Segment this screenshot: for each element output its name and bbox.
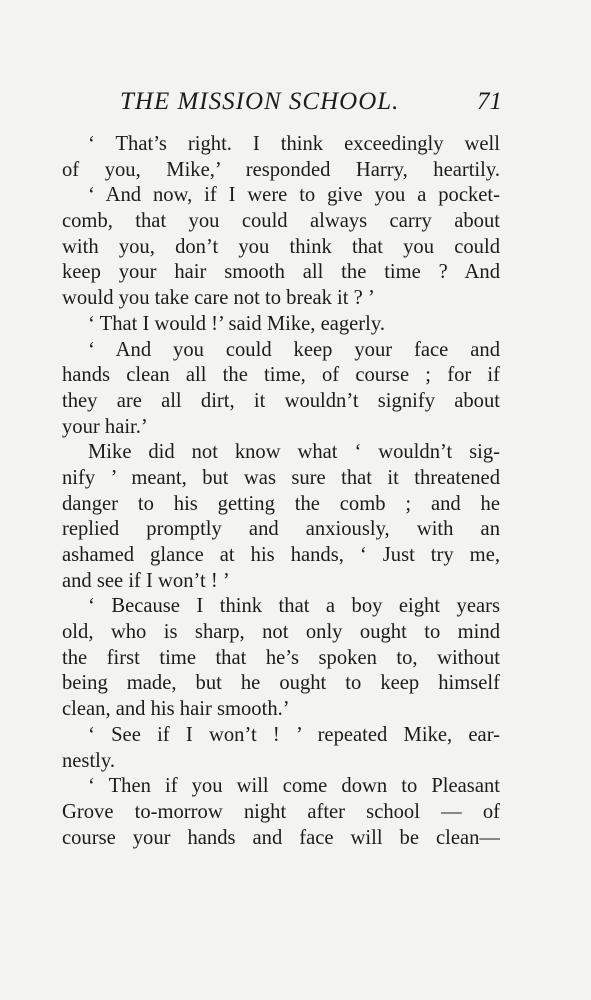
- text-line: ashamed glance at his hands, ‘ Just try me,: [62, 544, 500, 566]
- text-line: your hair.’: [62, 415, 148, 438]
- text-line: old, who is sharp, not only ought to mind: [62, 621, 500, 644]
- text-line: of you, Mike,’ responded Harry, heartily.: [62, 158, 500, 181]
- text-line: ‘ See if I won’t ! ’ repeated Mike, ear-: [88, 723, 500, 746]
- text-line: Mike did not know what ‘ wouldn’t sig-: [88, 441, 500, 464]
- text-line: clean, and his hair smooth.’: [62, 698, 290, 721]
- text-line: ‘ Because I think that a boy eight years: [88, 595, 500, 618]
- text-line: ‘ That I would !’ said Mike, eagerly.: [88, 312, 385, 335]
- text-line: ‘ That’s right. I think exceedingly well: [88, 133, 500, 155]
- running-head: [62, 88, 502, 118]
- text-line: ‘ And you could keep your face and: [88, 338, 500, 361]
- text-line: with you, don’t you think that you could: [62, 235, 500, 258]
- text-line: ‘ And now, if I were to give you a pocket-: [88, 184, 500, 207]
- text-line: and see if I won’t ! ’: [62, 569, 230, 592]
- text-line: keep your hair smooth all the time ? And: [62, 261, 500, 284]
- text-line: ‘ Then if you will come down to Pleasant: [88, 775, 500, 798]
- text-line: Grove to-morrow night after school — of: [62, 800, 500, 823]
- text-line: nestly.: [62, 749, 116, 772]
- page-number: 71: [477, 88, 502, 115]
- running-title: THE MISSION SCHOOL.: [120, 88, 400, 115]
- text-line: the first time that he’s spoken to, without: [62, 646, 500, 669]
- text-line: danger to his getting the comb ; and he: [62, 492, 500, 515]
- text-line: hands clean all the time, of course ; for if: [62, 364, 500, 387]
- text-line: nify ’ meant, but was sure that it threatened: [62, 466, 500, 489]
- text-line: replied promptly and anxiously, with an: [62, 518, 500, 541]
- text-line: being made, but he ought to keep himself: [62, 672, 500, 695]
- text-line: they are all dirt, it wouldn’t signify about: [62, 389, 500, 412]
- text-line: course your hands and face will be clean—: [62, 826, 500, 849]
- text-line: would you take care not to break it ? ’: [62, 287, 375, 310]
- body-text: [62, 132, 500, 851]
- text-line: comb, that you could always carry about: [62, 210, 500, 233]
